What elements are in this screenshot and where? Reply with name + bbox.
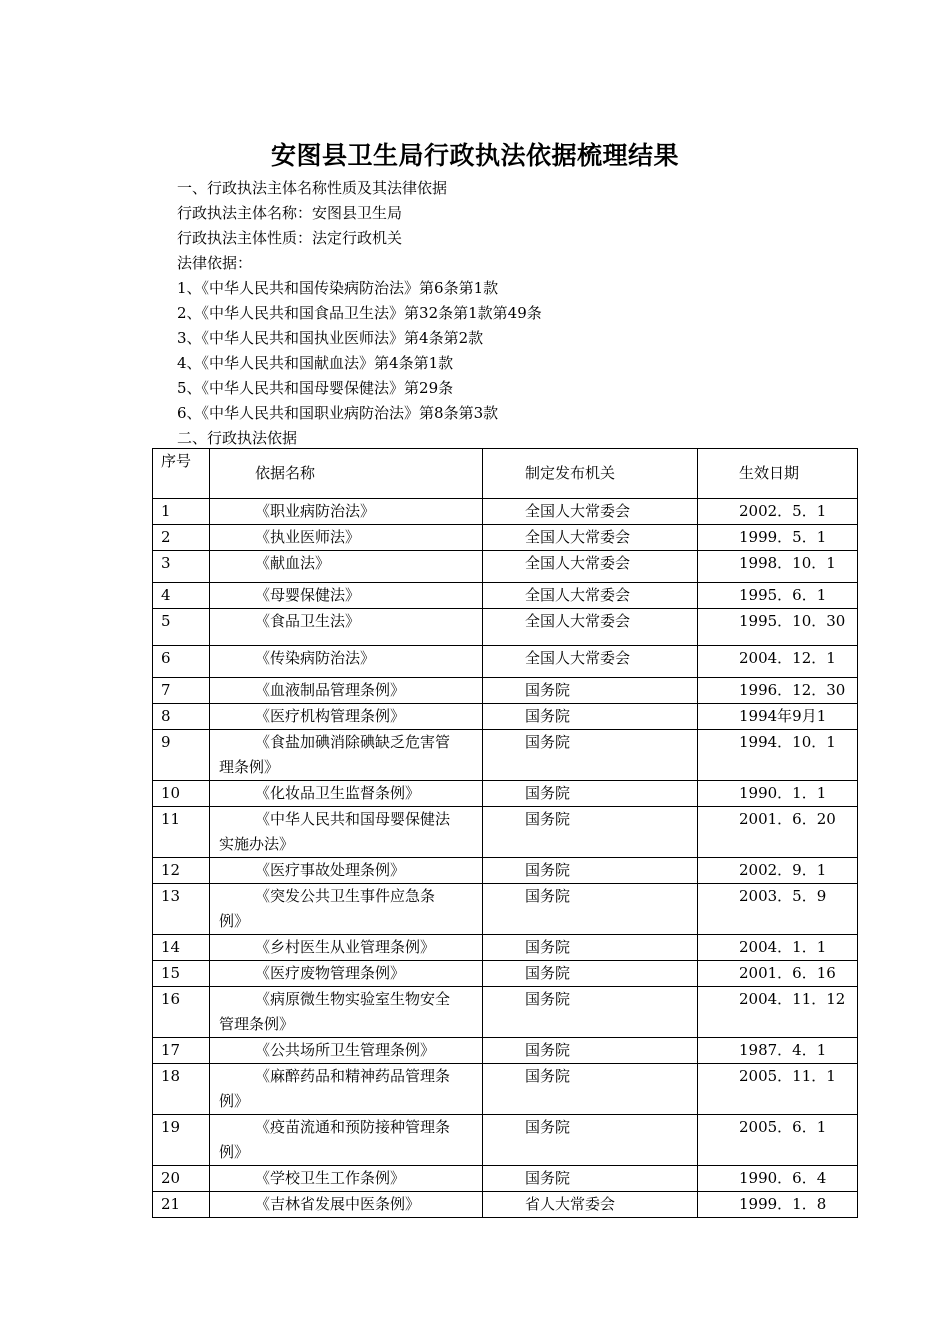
table-row xyxy=(153,987,858,1038)
row-basis-name xyxy=(210,1038,483,1064)
basis-name-line-1: 《突发公共卫生事件应急条 xyxy=(255,887,436,905)
table-row xyxy=(153,646,858,678)
row-effective-date: 1999．5．1 xyxy=(698,525,858,551)
row-number: 21 xyxy=(153,1192,210,1218)
table-row xyxy=(153,858,858,884)
row-issuing-authority: 全国人大常委会 xyxy=(483,609,698,646)
basis-name-line-2: 例》 xyxy=(219,1143,250,1161)
row-issuing-authority: 国务院 xyxy=(483,1064,698,1115)
basis-name-line-1: 《病原微生物实验室生物安全 xyxy=(255,990,451,1008)
row-basis-name xyxy=(210,646,483,678)
row-effective-date: 1994年9月1 xyxy=(698,704,858,730)
row-number: 20 xyxy=(153,1166,210,1192)
basis-name-line-2: 例》 xyxy=(219,912,250,930)
row-number: 15 xyxy=(153,961,210,987)
row-basis-name xyxy=(210,807,483,858)
table-row xyxy=(153,1064,858,1115)
row-basis-name xyxy=(210,1115,483,1166)
basis-name-line-2: 例》 xyxy=(219,1092,250,1110)
law-item: 4、《中华人民共和国献血法》第4条第1款 xyxy=(177,354,454,372)
table-row xyxy=(153,704,858,730)
basis-name-line-1: 《吉林省发展中医条例》 xyxy=(255,1195,421,1213)
basis-name-line-1: 《公共场所卫生管理条例》 xyxy=(255,1041,436,1059)
table-row xyxy=(153,730,858,781)
law-item: 2、《中华人民共和国食品卫生法》第32条第1款第49条 xyxy=(177,304,542,322)
row-issuing-authority: 国务院 xyxy=(483,807,698,858)
row-number: 12 xyxy=(153,858,210,884)
row-number: 3 xyxy=(153,551,210,583)
section-1 xyxy=(177,176,542,451)
row-issuing-authority: 国务院 xyxy=(483,1038,698,1064)
row-number: 11 xyxy=(153,807,210,858)
table-header-row xyxy=(153,449,858,499)
basis-name-line-1: 《母婴保健法》 xyxy=(255,586,361,604)
row-number: 4 xyxy=(153,583,210,609)
row-basis-name xyxy=(210,551,483,583)
row-basis-name xyxy=(210,781,483,807)
table-row xyxy=(153,551,858,583)
subject-nature-line: 行政执法主体性质：法定行政机关 xyxy=(177,229,403,247)
row-basis-name xyxy=(210,704,483,730)
row-issuing-authority: 国务院 xyxy=(483,704,698,730)
row-basis-name xyxy=(210,1192,483,1218)
row-effective-date: 1998．10．1 xyxy=(698,551,858,583)
row-number: 5 xyxy=(153,609,210,646)
row-effective-date: 1995．6．1 xyxy=(698,583,858,609)
law-item: 3、《中华人民共和国执业医师法》第4条第2款 xyxy=(177,329,484,347)
row-number: 2 xyxy=(153,525,210,551)
row-effective-date: 1999．1．8 xyxy=(698,1192,858,1218)
row-number: 1 xyxy=(153,499,210,525)
basis-name-line-1: 《医疗废物管理条例》 xyxy=(255,964,406,982)
row-number: 9 xyxy=(153,730,210,781)
row-effective-date: 1987．4．1 xyxy=(698,1038,858,1064)
table-row xyxy=(153,1038,858,1064)
row-issuing-authority: 全国人大常委会 xyxy=(483,499,698,525)
law-item: 6、《中华人民共和国职业病防治法》第8条第3款 xyxy=(177,404,499,422)
table-row xyxy=(153,961,858,987)
row-effective-date: 2001．6．16 xyxy=(698,961,858,987)
table-row xyxy=(153,807,858,858)
basis-name-line-2: 管理条例》 xyxy=(219,1015,295,1033)
basis-name-line-1: 《学校卫生工作条例》 xyxy=(255,1169,406,1187)
row-effective-date: 2003．5．9 xyxy=(698,884,858,935)
row-basis-name xyxy=(210,730,483,781)
table-row xyxy=(153,1115,858,1166)
row-number: 8 xyxy=(153,704,210,730)
row-basis-name xyxy=(210,858,483,884)
basis-name-line-1: 《传染病防治法》 xyxy=(255,649,376,667)
row-issuing-authority: 国务院 xyxy=(483,987,698,1038)
row-issuing-authority: 省人大常委会 xyxy=(483,1192,698,1218)
row-issuing-authority: 国务院 xyxy=(483,1166,698,1192)
table-row xyxy=(153,525,858,551)
table-row xyxy=(153,935,858,961)
basis-name-line-1: 《献血法》 xyxy=(255,554,331,572)
basis-name-line-1: 《疫苗流通和预防接种管理条 xyxy=(255,1118,451,1136)
row-issuing-authority: 国务院 xyxy=(483,730,698,781)
row-issuing-authority: 国务院 xyxy=(483,858,698,884)
basis-name-line-1: 《血液制品管理条例》 xyxy=(255,681,406,699)
basis-name-line-1: 《食品卫生法》 xyxy=(255,612,361,630)
row-number: 14 xyxy=(153,935,210,961)
table-row xyxy=(153,678,858,704)
subject-name-line: 行政执法主体名称：安图县卫生局 xyxy=(177,204,403,222)
header-org: 制定发布机关 xyxy=(483,449,698,499)
row-number: 18 xyxy=(153,1064,210,1115)
basis-name-line-1: 《食盐加碘消除碘缺乏危害管 xyxy=(255,733,451,751)
basis-name-line-1: 《乡村医生从业管理条例》 xyxy=(255,938,436,956)
row-basis-name xyxy=(210,499,483,525)
row-issuing-authority: 国务院 xyxy=(483,1115,698,1166)
row-effective-date: 2002．9．1 xyxy=(698,858,858,884)
basis-name-line-1: 《麻醉药品和精神药品管理条 xyxy=(255,1067,451,1085)
row-effective-date: 1994．10．1 xyxy=(698,730,858,781)
row-basis-name xyxy=(210,1166,483,1192)
row-effective-date: 1996．12．30 xyxy=(698,678,858,704)
row-effective-date: 1995．10．30 xyxy=(698,609,858,646)
basis-name-line-1: 《医疗机构管理条例》 xyxy=(255,707,406,725)
row-basis-name xyxy=(210,935,483,961)
row-number: 13 xyxy=(153,884,210,935)
section-1-heading: 一、行政执法主体名称性质及其法律依据 xyxy=(177,179,448,197)
row-issuing-authority: 国务院 xyxy=(483,678,698,704)
basis-name-line-1: 《中华人民共和国母婴保健法 xyxy=(255,810,451,828)
table-row xyxy=(153,1166,858,1192)
basis-name-line-1: 《执业医师法》 xyxy=(255,528,361,546)
row-effective-date: 2004．11．12 xyxy=(698,987,858,1038)
row-basis-name xyxy=(210,1064,483,1115)
table-row xyxy=(153,1192,858,1218)
basis-name-line-2: 实施办法》 xyxy=(219,835,295,853)
row-number: 6 xyxy=(153,646,210,678)
row-number: 19 xyxy=(153,1115,210,1166)
row-effective-date: 2004．1．1 xyxy=(698,935,858,961)
row-basis-name xyxy=(210,987,483,1038)
law-item: 5、《中华人民共和国母婴保健法》第29条 xyxy=(177,379,454,397)
table-row xyxy=(153,499,858,525)
table-row xyxy=(153,884,858,935)
row-number: 10 xyxy=(153,781,210,807)
header-name xyxy=(210,449,483,499)
header-name-text: 依据名称 xyxy=(255,464,316,482)
row-issuing-authority: 全国人大常委会 xyxy=(483,551,698,583)
row-effective-date: 2002．5．1 xyxy=(698,499,858,525)
row-effective-date: 1990．6．4 xyxy=(698,1166,858,1192)
table-row xyxy=(153,781,858,807)
row-number: 17 xyxy=(153,1038,210,1064)
row-issuing-authority: 全国人大常委会 xyxy=(483,583,698,609)
row-basis-name xyxy=(210,609,483,646)
document-title: 安图县卫生局行政执法依据梳理结果 xyxy=(270,141,679,170)
row-issuing-authority: 国务院 xyxy=(483,884,698,935)
law-item: 1、《中华人民共和国传染病防治法》第6条第1款 xyxy=(177,279,499,297)
row-basis-name xyxy=(210,884,483,935)
row-issuing-authority: 全国人大常委会 xyxy=(483,525,698,551)
row-basis-name xyxy=(210,525,483,551)
basis-table xyxy=(152,448,858,1218)
row-effective-date: 2005．11．1 xyxy=(698,1064,858,1115)
row-basis-name xyxy=(210,583,483,609)
row-number: 16 xyxy=(153,987,210,1038)
table-row xyxy=(153,609,858,646)
legal-basis-label: 法律依据： xyxy=(177,254,253,272)
row-basis-name xyxy=(210,961,483,987)
row-effective-date: 1990．1．1 xyxy=(698,781,858,807)
basis-name-line-1: 《职业病防治法》 xyxy=(255,502,376,520)
basis-name-line-1: 《化妆品卫生监督条例》 xyxy=(255,784,421,802)
row-issuing-authority: 国务院 xyxy=(483,781,698,807)
row-effective-date: 2001．6．20 xyxy=(698,807,858,858)
header-number: 序号 xyxy=(153,449,210,499)
row-issuing-authority: 国务院 xyxy=(483,961,698,987)
row-effective-date: 2005．6．1 xyxy=(698,1115,858,1166)
section-2-heading: 二、行政执法依据 xyxy=(177,429,298,447)
row-issuing-authority: 国务院 xyxy=(483,935,698,961)
basis-name-line-2: 理条例》 xyxy=(219,758,280,776)
row-number: 7 xyxy=(153,678,210,704)
row-basis-name xyxy=(210,678,483,704)
row-issuing-authority: 全国人大常委会 xyxy=(483,646,698,678)
basis-name-line-1: 《医疗事故处理条例》 xyxy=(255,861,406,879)
table-row xyxy=(153,583,858,609)
row-effective-date: 2004．12．1 xyxy=(698,646,858,678)
header-date: 生效日期 xyxy=(698,449,858,499)
